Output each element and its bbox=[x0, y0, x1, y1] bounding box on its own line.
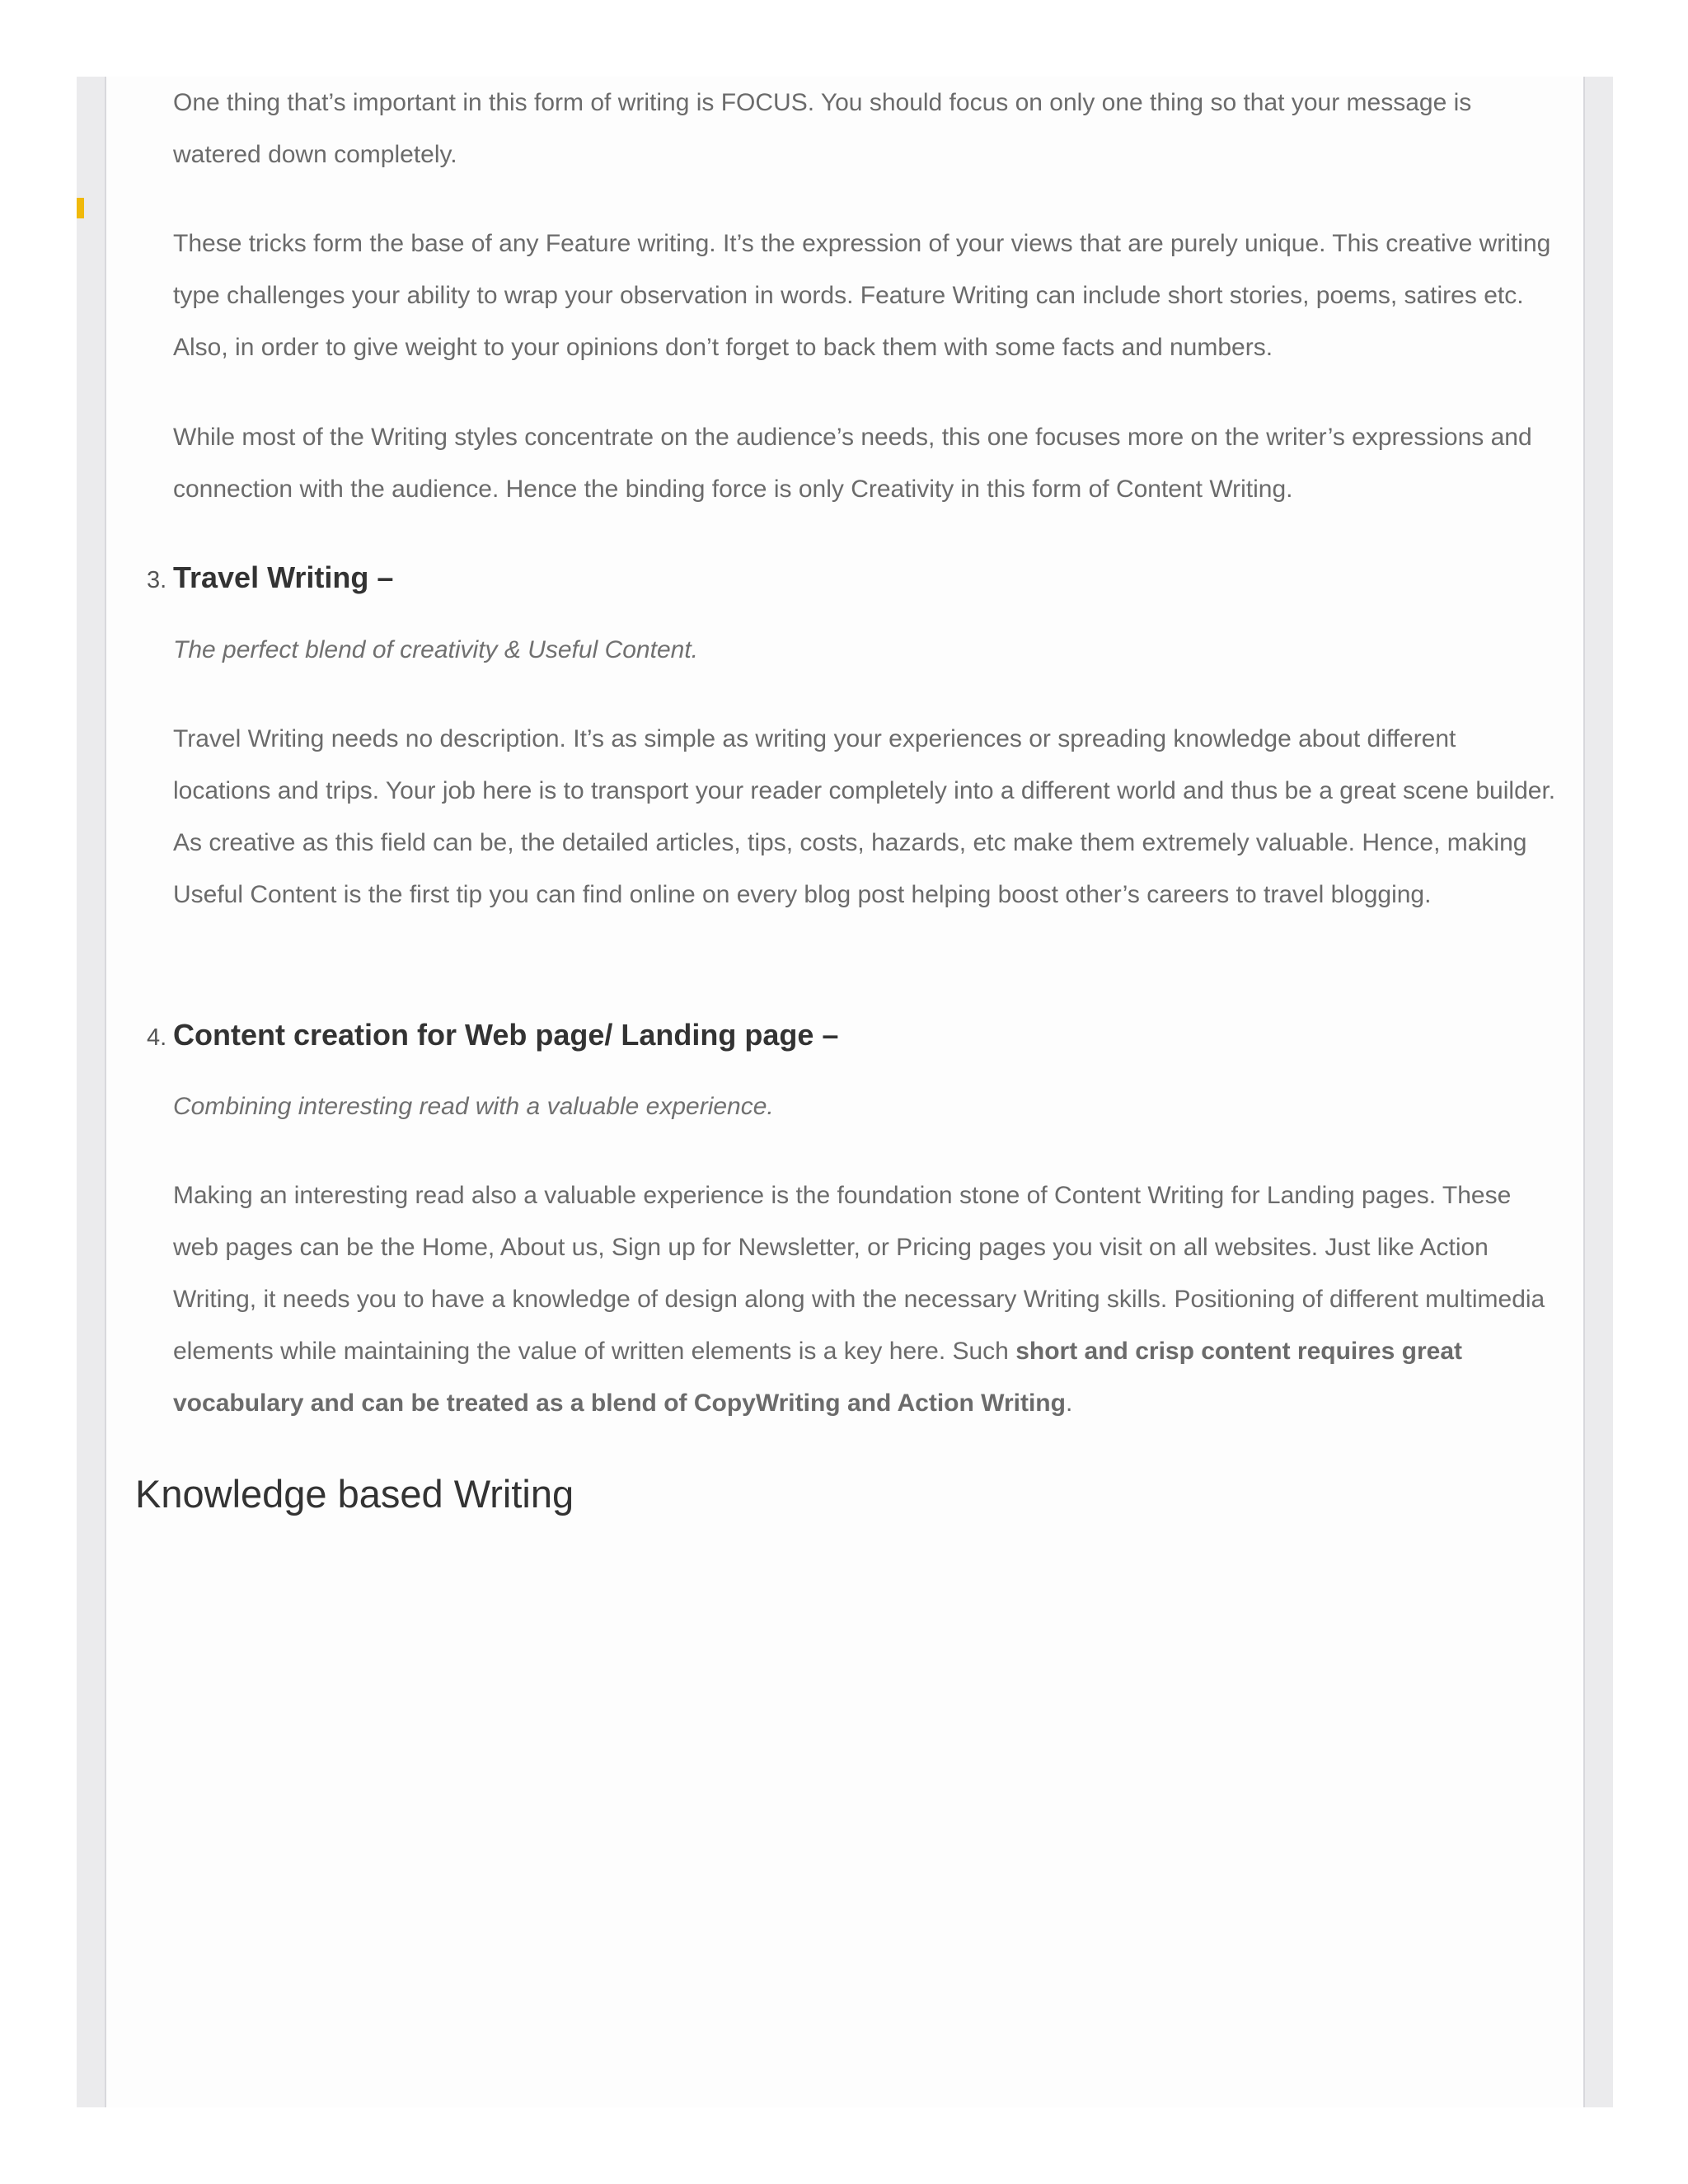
landing-page-body-text: Making an interesting read also a valuable experience is the foundation stone of Content Writing for Landing pages. These web pages can be the Home, About us, Sign up for Newsletter, or Pricing pages you visit on all websites. Just like Action Writing, it needs you to have a knowledge of design along with the necessary Writing skills. Positioning of different multimedia elements while maintaining the value of written elements is a key here. Such bbox=[173, 1182, 1545, 1365]
travel-writing-heading: Travel Writing – bbox=[173, 560, 394, 594]
landing-page-body-end: . bbox=[1065, 1390, 1073, 1417]
landing-page-body bbox=[173, 1169, 1558, 1429]
focus-paragraph: One thing that’s important in this form of writing is FOCUS. You should focus on only one thing so that your message is watered down completely. bbox=[173, 89, 1472, 168]
list-number: 4. bbox=[147, 1024, 167, 1051]
travel-writing-body: Travel Writing needs no description. It’s as simple as writing your experiences or spreading knowledge about different locations and trips. Your job here is to transport your reader completely into a different world and thus be a great scene builder. As creative as this field can be, the detailed articles, tips, costs, hazards, etc make them extremely valuable. Hence, making Useful Content is the first tip you can find online on every blog post helping boost other’s careers to travel blogging. bbox=[173, 725, 1556, 908]
right-page-border bbox=[1583, 77, 1613, 2107]
reading-progress-marker bbox=[77, 198, 84, 218]
left-page-border bbox=[77, 77, 106, 2107]
list-item-travel-writing bbox=[147, 557, 393, 601]
travel-writing-tagline: The perfect blend of creativity & Useful Content. bbox=[173, 636, 698, 663]
knowledge-writing-heading: Knowledge based Writing bbox=[135, 1472, 574, 1516]
tricks-paragraph: These tricks form the base of any Feature writing. It’s the expression of your views that are purely unique. This creative writing type challenges your ability to wrap your observation in words. Feature Writing can include short stories, poems, satires etc. Also, in order to give weight to your opinions don’t forget to back them with some facts and numbers. bbox=[173, 230, 1551, 361]
list-item-landing-page bbox=[147, 1015, 838, 1058]
landing-page-body-emphasis: short and crisp content requires great vocabulary and can be treated as a blend of CopyWriting and Action Writing bbox=[173, 1338, 1462, 1417]
list-number: 3. bbox=[147, 567, 167, 593]
audience-paragraph: While most of the Writing styles concentrate on the audience’s needs, this one focuses more on the writer’s expressions and connection with the audience. Hence the binding force is only Creativity in this form of Content Writing. bbox=[173, 424, 1532, 503]
landing-page-heading: Content creation for Web page/ Landing page – bbox=[173, 1018, 839, 1052]
landing-page-tagline: Combining interesting read with a valuable experience. bbox=[173, 1093, 774, 1120]
